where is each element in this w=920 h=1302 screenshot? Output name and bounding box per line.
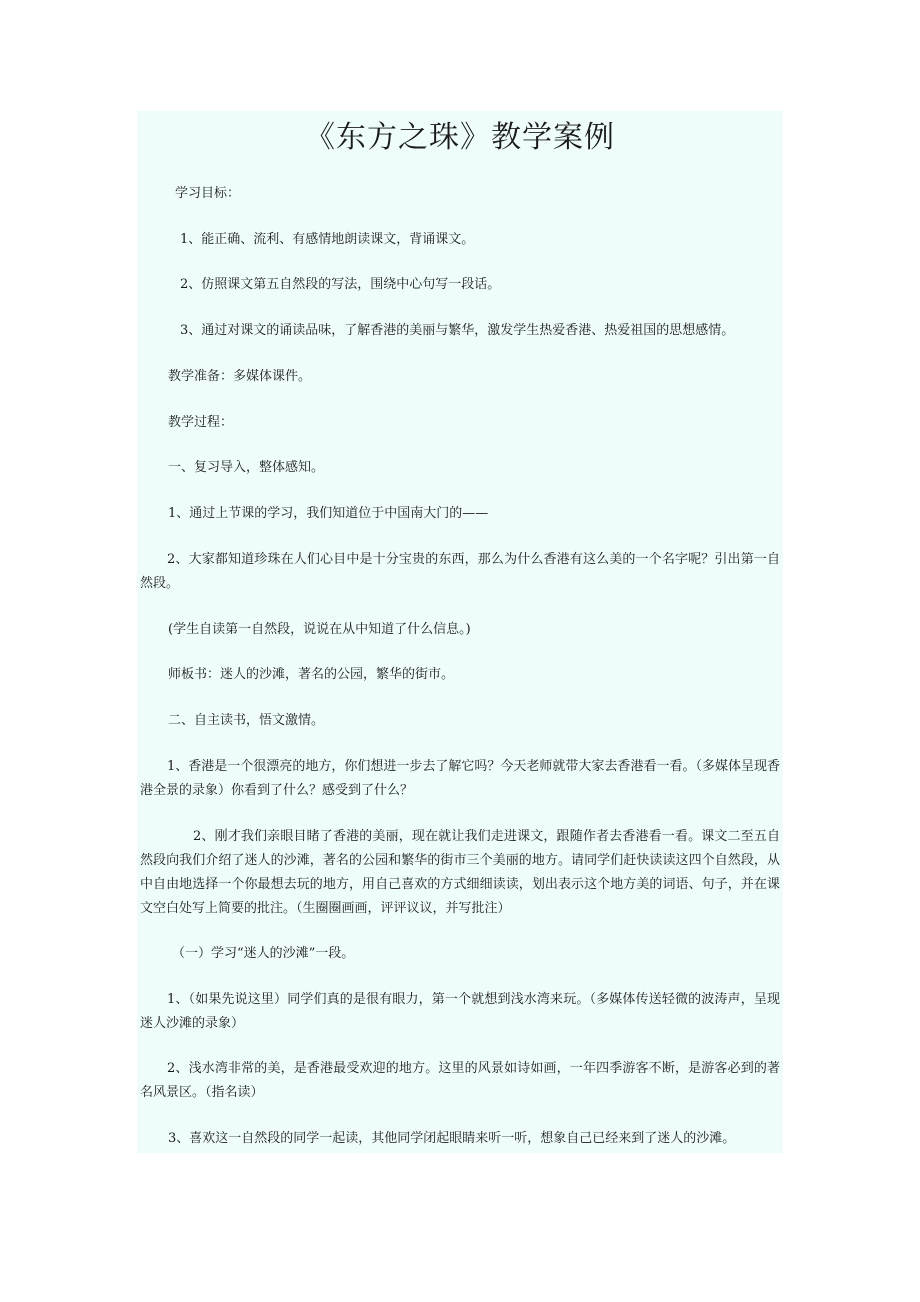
teaching-preparation: 教学准备：多媒体课件。 [168, 369, 312, 384]
beach-step-1: 1、（如果先说这里）同学们真的是很有眼力，第一个就想到浅水湾来玩。（多媒体传送轻微的波涛声，呈现迷人沙滩的录象） [140, 992, 780, 1031]
beach-step-3: 3、喜欢这一自然段的同学一起读，其他同学闭起眼睛来听一听，想象自己已经来到了迷人的沙滩。 [168, 1131, 736, 1146]
step-1-1: 1、通过上节课的学习，我们知道位于中国南大门的—— [168, 506, 489, 521]
step-2-1: 1、香港是一个很漂亮的地方，你们想进一步去了解它吗？今天老师就带大家去香港看一看。（多媒体呈现香港全景的录象）你看到了什么？感受到了什么？ [140, 759, 780, 798]
section-one-heading: 一、复习导入，整体感知。 [168, 460, 325, 475]
goal-item-1: 1、能正确、流利、有感情地朗读课文，背诵课文。 [180, 232, 475, 247]
student-reading-note: (学生自读第一自然段，说说在从中知道了什么信息。) [168, 622, 471, 637]
teaching-process-heading: 教学过程： [168, 415, 234, 430]
beach-step-2: 2、浅水湾非常的美，是香港最受欢迎的地方。这里的风景如诗如画，一年四季游客不断，是游客必到的著名风景区。（指名读） [140, 1061, 780, 1100]
subsection-beach-heading: （一）学习“迷人的沙滩”一段。 [172, 946, 355, 961]
board-writing: 师板书：迷人的沙滩，著名的公园，繁华的街市。 [168, 667, 455, 682]
learning-goals-heading: 学习目标： [175, 186, 241, 201]
goal-item-3: 3、通过对课文的诵读品味，了解香港的美丽与繁华，激发学生热爱香港、热爱祖国的思想感情。 [180, 323, 735, 338]
step-1-2: 2、大家都知道珍珠在人们心目中是十分宝贵的东西，那么为什么香港有这么美的一个名字呢？引出第一自然段。 [140, 552, 780, 591]
document-title: 《东方之珠》教学案例 [305, 120, 615, 155]
step-2-2: 2、刚才我们亲眼目睹了香港的美丽，现在就让我们走进课文，跟随作者去香港看一看。课文二至五自然段向我们介绍了迷人的沙滩，著名的公园和繁华的街市三个美丽的地方。请同学们赶快读读这四个自然段，从中自由地选择一个你最想去玩的地方，用自己喜欢的方式细细读读，划出表示这个地方美的词语、句子，并在课文空白处写上简要的批注。（生圈圈画画，评评议议，并写批注） [140, 829, 780, 916]
goal-item-2: 2、仿照课文第五自然段的写法，围绕中心句写一段话。 [180, 277, 501, 292]
section-two-heading: 二、自主读书，悟文激情。 [168, 713, 325, 728]
